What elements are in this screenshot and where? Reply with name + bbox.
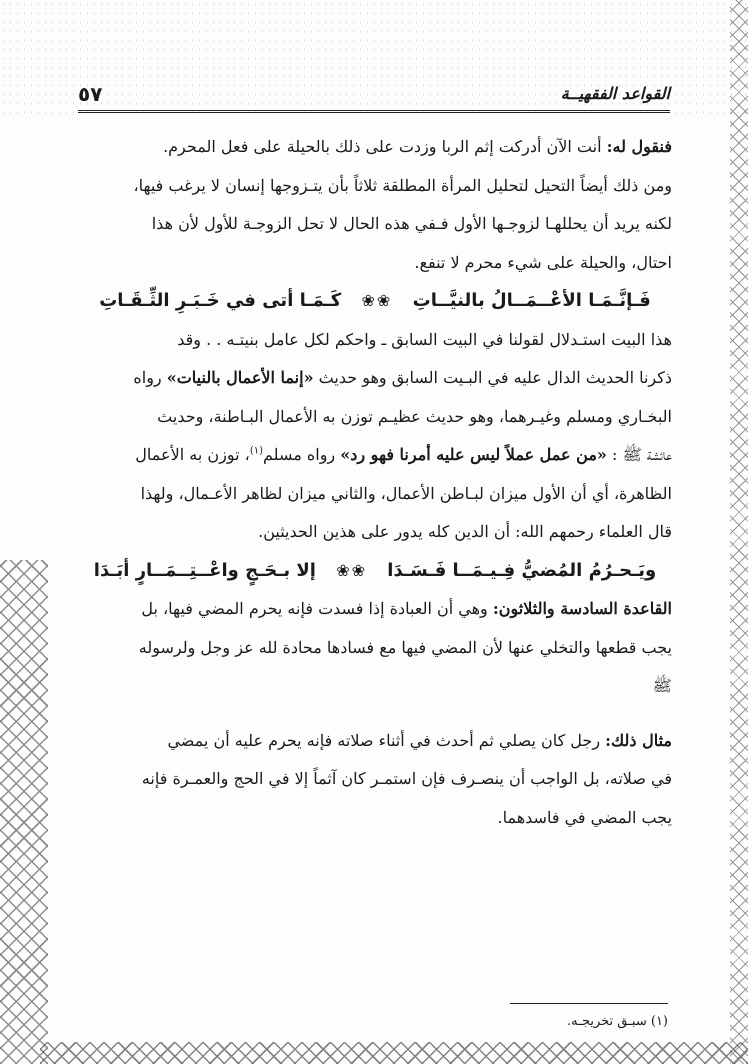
paragraph-lead: فنقول له: [606, 137, 672, 156]
text-line: رجل كان يصلي ثم أحدث في أثناء صلاته فإنه يحرم عليه أن يمضي [167, 730, 601, 750]
running-title: القواعد الفقهيــة [560, 84, 670, 103]
paragraph-2 [78, 321, 672, 552]
text-line: الظاهرة، أي أن الأول ميزان لبـاطن الأعمال، والثاني ميزان لظاهر الأعـمال، ولهذا [140, 483, 672, 503]
text-line: رواه مسلم [263, 445, 336, 464]
paragraph-lead: القاعدة السادسة والثلاثون: [492, 599, 672, 618]
verse-hemistich-right: ويَـحـرُمُ المُضيُّ فِـيـمَــا فَـسَـدَا [387, 559, 657, 581]
verse-hemistich-left: إلا بـحَـجٍ واعْــتِــمَــارٍ أبَـدَا [93, 559, 316, 581]
decorative-border-bottom [40, 1042, 748, 1064]
paragraph-3 [78, 590, 672, 706]
verse-hemistich-right: فَـإنَّـمَـا الأعْــمَــالُ بالنيَّــاتِ [412, 290, 651, 311]
text-line: احتال، والحيلة على شيء محرم لا تنفع. [414, 252, 672, 272]
text-line: قال العلماء رحمهم الله: أن الدين كله يدور على هذين الحديثين. [258, 522, 672, 541]
text-line: يجب المضي في فاسدهما. [497, 807, 672, 827]
verse-separator-ornament: ❀❀ [361, 291, 393, 310]
text-line: رواه [133, 368, 162, 387]
text-line: وهي أن العبادة إذا فسدت فإنه يحرم المضي فيها، بل [141, 599, 488, 618]
header-rule [78, 110, 670, 113]
decorative-border-left [0, 560, 48, 1064]
salutation-glyph: ﷺ [652, 676, 672, 695]
hadith-quote: «من عمل عملاً ليس عليه أمرنا فهو رد» [340, 445, 607, 464]
footnote: (١) سبـق تخريجـه. [567, 1014, 668, 1029]
text-line: يجب قطعها والتخلي عنها لأن المضي فيها مع فسادها محادة لله عز وجل ولرسوله [138, 637, 672, 657]
verse-line-2 [78, 552, 672, 591]
paragraph-lead: مثال ذلك: [605, 730, 672, 750]
text-line: في صلاته، بل الواجب أن ينصـرف فإن استمـر كان آثماً إلا في الحج والعمـرة فإنه [141, 769, 672, 788]
text-line: ، توزن به الأعمال [135, 445, 250, 464]
footnote-marker: (١) [249, 445, 263, 457]
paragraph-spacer [78, 706, 672, 722]
page-header [78, 84, 670, 110]
paragraph-4 [78, 722, 672, 838]
footnote-rule [510, 1003, 668, 1004]
text-line: ذكرنا الحديث الدال عليه في البـيت السابق وهو حديث [318, 368, 672, 387]
decorative-border-right [730, 0, 748, 1064]
verse-hemistich-left: كَـمَـا أتى في خَـبَـرِ الثِّـقَـاتِ [99, 290, 342, 311]
text-line: هذا البيت استـدلال لقولنا في البيت السابق ـ واحكم لكل عامل بنيتـه . . وقد [177, 329, 672, 349]
verse-line-1 [78, 282, 672, 321]
paragraph-1 [78, 128, 672, 282]
text-line: ومن ذلك أيضاً التحيل لتحليل المرأة المطلقة ثلاثاً بأن يتـزوجها إنسان لا يرغب فيها، [133, 175, 672, 195]
page-number: ٥٧ [78, 82, 103, 106]
text-line: لكنه يريد أن يحللهـا لزوجـها الأول فـفي هذه الحال لا تحل الزوجـة للأول لأن هذا [151, 214, 672, 233]
text-line: أنت الآن أدركت إثم الربا وزدت على ذلك بالحيلة على فعل المحرم. [163, 137, 602, 156]
hadith-quote: «إنما الأعمال بالنيات» [166, 368, 314, 387]
text-line: البخـاري ومسلم وغيـرهما، وهو حديث عظيـم توزن به الأعمال البـاطنة، وحديث [157, 406, 672, 426]
page-body [78, 128, 672, 837]
verse-separator-ornament: ❀❀ [336, 560, 368, 580]
text-line: عائشة ﷺ : [612, 445, 672, 464]
